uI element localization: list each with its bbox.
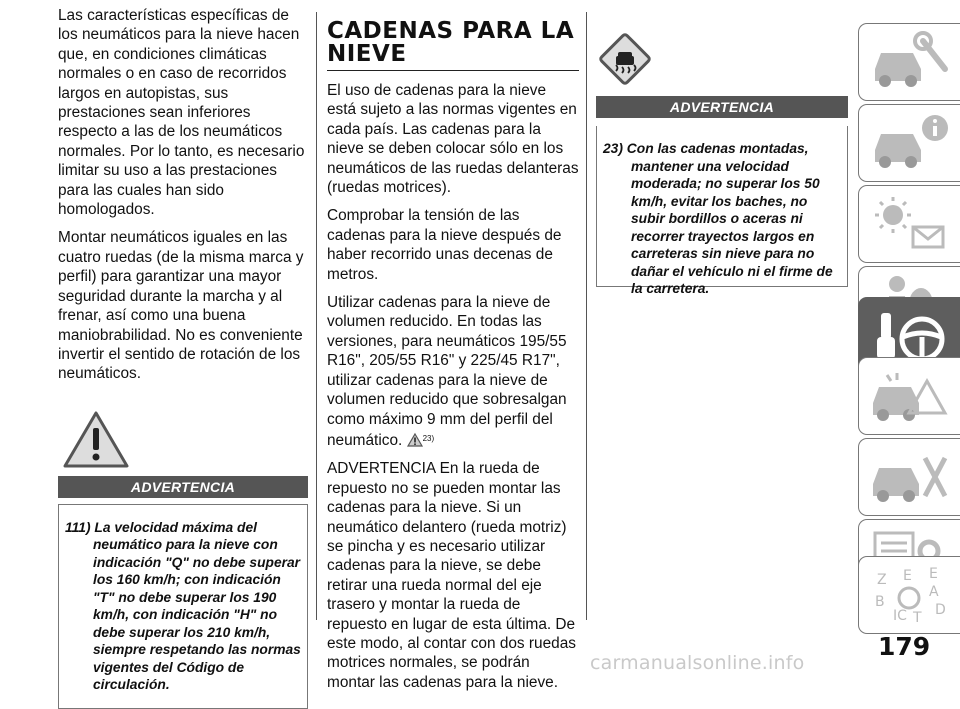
warning-number: 23) — [603, 141, 623, 156]
svg-text:T: T — [913, 610, 922, 626]
warning-triangle-icon — [62, 410, 130, 470]
car-breakdown-icon — [867, 363, 953, 429]
svg-text:E: E — [929, 566, 938, 582]
warning-box-111 — [58, 504, 308, 709]
warning-heading: ADVERTENCIA — [596, 96, 848, 118]
paragraph-snow-tyres: Las características específicas de los neumáticos para la nieve hacen que, en condiciones climáticas normales o en caso de recorridos largos en autopistas, sus prestaciones sean inferiores respecto a las de los neumáticos normales. Por lo tanto, es necesario limitar su uso a las prestaciones para las cuales han sido homologados. — [58, 7, 305, 219]
warning-lights-icon — [867, 191, 953, 257]
skid-warning-icon — [594, 28, 656, 90]
tab-car-info[interactable] — [858, 104, 960, 182]
car-info-icon — [867, 110, 953, 176]
warning-number: 111) — [65, 519, 91, 535]
warning-lead-text: Con las cadenas montadas, — [626, 141, 809, 156]
tab-alphabet-index[interactable] — [858, 556, 960, 634]
inline-warning-icon — [407, 433, 423, 447]
warning-heading: ADVERTENCIA — [58, 476, 308, 498]
svg-text:B: B — [875, 594, 885, 610]
svg-text:Z: Z — [877, 572, 887, 588]
warning-lead-text: La velocidad máxima del — [94, 519, 257, 535]
car-wrench-icon — [867, 29, 953, 95]
svg-text:E: E — [903, 568, 912, 584]
reference-number: 23) — [422, 433, 435, 443]
chain-volume-text: Utilizar cadenas para la nieve de volumen reducido. En todas las versiones, para neumáticos 195/55 R16", 205/55 R16" y 225/45 R17", utilizar cadenas para la nieve de volumen reducido que sobresalgan como máximo 9 mm del perfil del neumático. — [327, 294, 567, 449]
warning-text: mantener una velocidad moderada; no superar los 50 km/h, evitar los baches, no subir bordillos o aceras ni recorrer trayectos largos en carreteras sin nieve para no dañar el vehículo ni el firme de la carretera. — [631, 158, 833, 296]
watermark: carmanualsonline.info — [590, 652, 805, 674]
paragraph-chain-tension: Comprobar la tensión de las cadenas para la nieve después de haber recorrido unas decenas de metros. — [327, 207, 562, 283]
column-right — [596, 6, 848, 296]
tab-warning-lights[interactable] — [858, 185, 960, 263]
paragraph-chain-volume — [327, 293, 579, 450]
tab-car-breakdown[interactable] — [858, 357, 960, 435]
svg-text:A: A — [929, 584, 939, 600]
tab-car-wrench[interactable] — [858, 23, 960, 101]
paragraph-mount-tyres: Montar neumáticos iguales en las cuatro ruedas (de la misma marca y perfil) para garantizar una mayor seguridad durante la marcha y al frenar, así como una buena maniobrabilidad. No es conveniente invertir el sentido de rotación de los neumáticos. — [58, 229, 304, 383]
column-left — [58, 6, 308, 709]
paragraph-chain-use: El uso de cadenas para la nieve está sujeto a las normas vigentes en cada país. Las cadenas para la nieve se deben colocar sólo en los neumáticos de las ruedas delanteras (ruedas motrices). — [327, 82, 579, 197]
section-title: CADENAS PARA LA NIEVE — [327, 20, 579, 71]
column-divider — [586, 12, 587, 620]
tab-car-tools[interactable] — [858, 438, 960, 516]
warning-box-23 — [596, 126, 848, 296]
page-number: 179 — [878, 632, 931, 661]
svg-text:D: D — [935, 602, 946, 618]
warning-text: neumático para la nieve con indicación "Q" no debe superar los 160 km/h; con indicación "T" no debe superar los 190 km/h, con indicación "H" no debe superar los 210 km/h, siempre respetando las normas vigentes del Código de circulación. — [93, 537, 301, 693]
svg-text:IC: IC — [893, 608, 907, 624]
column-middle — [327, 6, 579, 701]
column-divider — [316, 12, 317, 620]
paragraph-spare-wheel: ADVERTENCIA En la rueda de repuesto no se pueden montar las cadenas para la nieve. Si un neumático delantero (rueda motriz) se pincha y es necesario utilizar cadenas para la nieve, se debe retirar una rueda normal del eje trasero y montar la rueda de repuesto en lugar de esta última. De este modo, al contar con dos ruedas motrices normales, se podrán montar las cadenas para la nieve. — [327, 460, 576, 691]
alphabet-index-icon — [867, 562, 953, 628]
car-tools-icon — [867, 444, 953, 510]
